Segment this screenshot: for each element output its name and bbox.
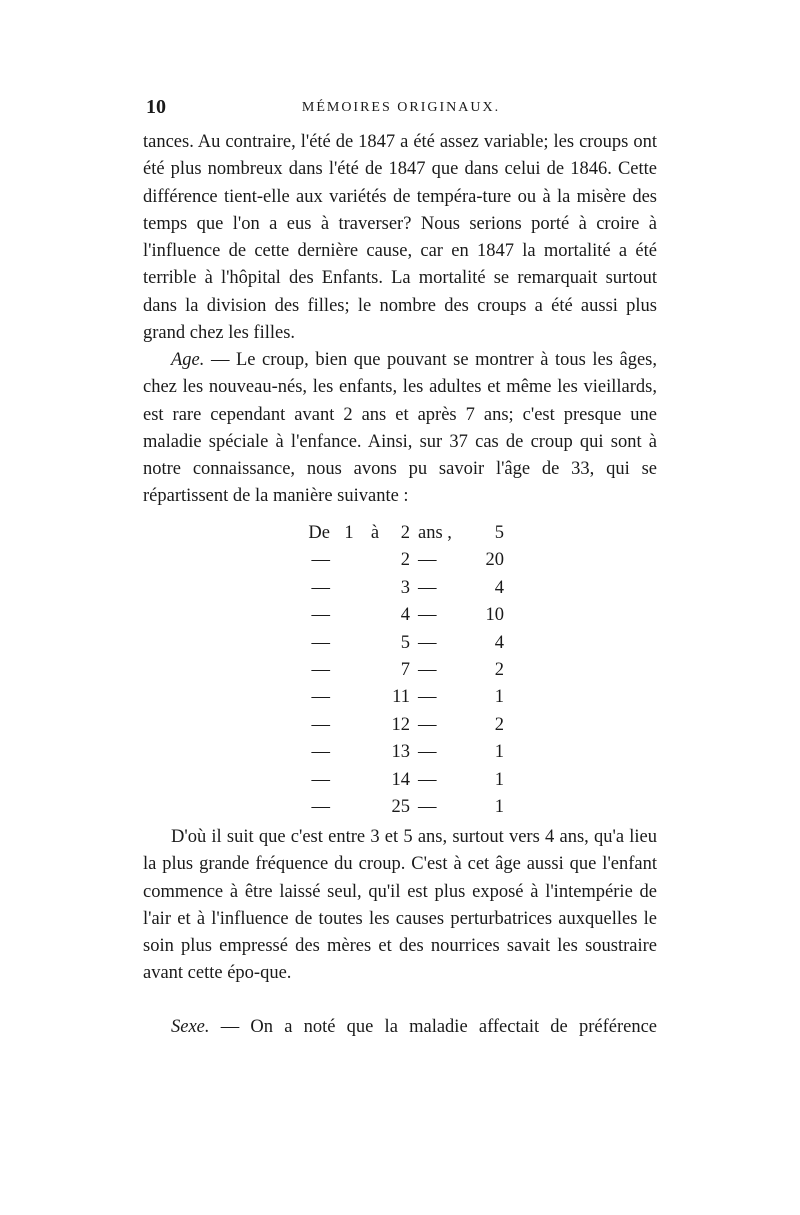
- age-row-from: [336, 767, 362, 794]
- age-row-sep: —: [418, 742, 437, 763]
- age-row-count: 4: [494, 632, 504, 653]
- age-row-from: [336, 684, 362, 711]
- age-row-sep: —: [418, 687, 437, 708]
- age-row-sep: —: [418, 577, 437, 598]
- age-row: [268, 520, 504, 547]
- sex-heading: Sexe.: [171, 1017, 210, 1037]
- age-row-from: [336, 630, 362, 657]
- age-row-count: 1: [494, 769, 504, 790]
- age-row-lead: —: [311, 742, 330, 763]
- paragraph-sex: [143, 1014, 657, 1041]
- age-row-lead: —: [311, 550, 330, 571]
- age-row-count: 10: [485, 605, 504, 626]
- age-row-from: [336, 547, 362, 574]
- age-row: [268, 712, 504, 739]
- age-row-word: [362, 684, 388, 711]
- age-row-lead: —: [311, 605, 330, 626]
- age-row-from: [336, 657, 362, 684]
- paragraph-conclusion: D'où il suit que c'est entre 3 et 5 ans, surtout vers 4 ans, qu'a lieu la plus grande fréquence du croup. C'est à cet âge aussi que l'enfant commence à être laissé seul, qu'il est plus exposé à l'intempérie de l'air et à l'influence de toutes les causes perturbatrices auxquelles le soin plus empressé des mères et des nourrices savait les soustraire avant cette épo-que.: [143, 827, 657, 984]
- age-row-to: 14: [391, 769, 410, 790]
- age-row-word: [362, 630, 388, 657]
- age-row-lead: —: [311, 660, 330, 681]
- age-row-to: 25: [391, 797, 410, 818]
- age-row-from: 1: [344, 523, 354, 543]
- paragraph-age: [143, 347, 657, 511]
- age-row-to: 12: [391, 714, 410, 735]
- age-row: [268, 657, 504, 684]
- age-row-word: [362, 575, 388, 602]
- age-row-sep: —: [418, 769, 437, 790]
- age-row-to: 2: [400, 550, 410, 571]
- age-row-lead: —: [311, 632, 330, 653]
- age-row-sep: —: [418, 632, 437, 653]
- paragraph-continuation: tances. Au contraire, l'été de 1847 a été assez variable; les croups ont été plus nombreux dans l'été de 1847 que dans celui de 1846. Cette différence tient-elle aux variétés de tempéra-ture ou à la misère des temps que l'on a eus à traverser? Nous serions porté à croire à l'influence de cette dernière cause, car en 1847 la mortalité a été terrible à l'hôpital des Enfants. La mortalité se remarquait surtout dans la division des filles; le nombre des croups a été aussi plus grand chez les filles.: [143, 132, 657, 344]
- age-row-word: [362, 547, 388, 574]
- age-row: [268, 602, 504, 629]
- age-row-sep: —: [418, 797, 437, 818]
- age-row-to: 4: [400, 605, 410, 626]
- age-row: [268, 739, 504, 766]
- age-row-to: 7: [400, 660, 410, 681]
- age-heading: Age.: [171, 350, 205, 370]
- age-row-count: 1: [494, 687, 504, 708]
- age-row-to: 2: [400, 523, 410, 543]
- age-row-word: à: [370, 523, 380, 543]
- age-row-count: 4: [494, 577, 504, 598]
- age-row-to: 3: [400, 577, 410, 598]
- page-header: [146, 96, 656, 122]
- age-row-lead: —: [311, 769, 330, 790]
- age-row-word: [362, 794, 388, 821]
- age-row-word: [362, 712, 388, 739]
- age-row: [268, 684, 504, 711]
- age-row-sep: ans ,: [418, 523, 452, 543]
- age-row-lead: —: [311, 577, 330, 598]
- sex-text: — On a noté que la maladie affectait de préférence: [209, 1017, 657, 1037]
- age-row-from: [336, 739, 362, 766]
- running-title: MÉMOIRES ORIGINAUX.: [301, 100, 501, 115]
- age-row-word: [362, 739, 388, 766]
- age-row-from: [336, 712, 362, 739]
- age-row-count: 1: [494, 797, 504, 818]
- age-row-sep: —: [418, 660, 437, 681]
- age-row-sep: —: [418, 550, 437, 571]
- age-distribution-table: [268, 520, 504, 821]
- age-row-sep: —: [418, 714, 437, 735]
- age-row-from: [336, 794, 362, 821]
- age-row-count: 1: [494, 742, 504, 763]
- age-text: — Le croup, bien que pouvant se montrer à tous les âges, chez les nouveau-nés, les enfants, les adultes et même les vieillards, est rare cependant avant 2 ans et après 7 ans; c'est presque une maladie spéciale à l'enfance. Ainsi, sur 37 cas de croup qui sont à notre connaissance, nous avons pu savoir l'âge de 33, qui se répartissent de la manière suivante :: [143, 350, 657, 507]
- age-row-count: 2: [494, 714, 504, 735]
- age-row: [268, 575, 504, 602]
- age-row-lead: —: [311, 687, 330, 708]
- age-row-count: 20: [485, 550, 504, 571]
- age-row-lead: —: [311, 797, 330, 818]
- age-row: [268, 767, 504, 794]
- age-row-lead: De: [308, 523, 330, 543]
- age-row-to: 13: [391, 742, 410, 763]
- age-row: [268, 794, 504, 821]
- age-row-lead: —: [311, 714, 330, 735]
- age-row: [268, 630, 504, 657]
- age-row-sep: —: [418, 605, 437, 626]
- age-row-word: [362, 767, 388, 794]
- age-row: [268, 547, 504, 574]
- age-row-count: 5: [494, 523, 504, 543]
- age-row-word: [362, 602, 388, 629]
- age-row-from: [336, 602, 362, 629]
- age-row-count: 2: [494, 660, 504, 681]
- age-row-word: [362, 657, 388, 684]
- age-row-to: 11: [392, 687, 410, 708]
- age-row-from: [336, 575, 362, 602]
- page-number: 10: [146, 96, 166, 118]
- age-row-to: 5: [400, 632, 410, 653]
